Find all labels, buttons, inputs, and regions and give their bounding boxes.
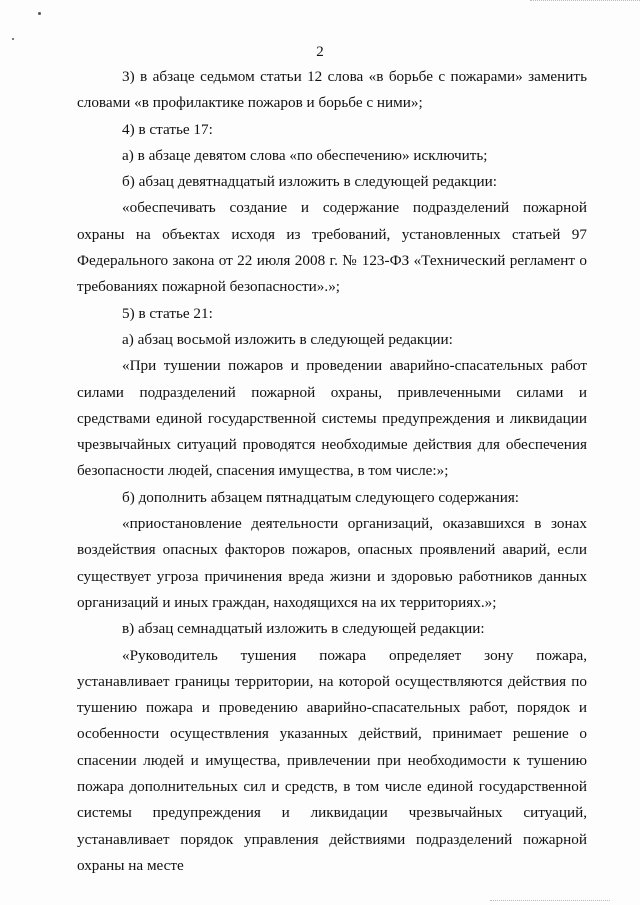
scan-edge-mark (530, 0, 640, 4)
paragraph: в) абзац семнадцатый изложить в следующей редакции: (122, 620, 485, 638)
paragraph: «При тушении пожаров и проведении аварийно-спасательных работ силами подразделений пожарной охраны, привлеченными силами и средствами единой государственной системы предупреждения и ликвидации чрезвычайных ситуаций проводятся необходимые действия для обеспечения безопасности людей, спасения имущества, в том числе:»; (77, 357, 587, 480)
paragraph: «Руководитель тушения пожара определяет зону пожара, устанавливает границы территории, на которой осуществляются действия по тушению пожара и проведению аварийно-спасательных работ, порядок и особенности осуществления указанных действий, принимает решение о спасении людей и имущества, привлечении при необходимости к тушению пожара дополнительных сил и средств, в том числе единой государственной системы предупреждения и ликвидации чрезвычайных ситуаций, устанавливает порядок управления действиями подразделений пожарной охраны на месте (77, 646, 587, 874)
paragraph: «обеспечивать создание и содержание подразделений пожарной охраны на объектах исходя из требований, установленных статьей 97 Федерального закона от 22 июля 2008 г. № 123-ФЗ «Технический регламент о требованиях пожарной безопасности».»; (77, 199, 587, 296)
document-body (77, 64, 587, 879)
page-number: 2 (316, 44, 324, 60)
paragraph: 4) в статье 17: (122, 120, 213, 138)
paragraph: 5) в статье 21: (122, 304, 213, 322)
paragraph: б) дополнить абзацем пятнадцатым следующего содержания: (122, 488, 520, 506)
paragraph: «приостановление деятельности организаций, оказавшихся в зонах воздействия опасных факторов пожаров, опасных проявлений аварий, если существует угроза причинения вреда жизни и здоровью работников данных организаций и иных граждан, находящихся на их территориях.»; (77, 515, 587, 611)
scan-speck (12, 38, 14, 40)
paragraph: а) абзац восьмой изложить в следующей редакции: (122, 330, 453, 348)
scan-speck (38, 12, 41, 15)
scan-edge-mark (490, 898, 610, 901)
paragraph: б) абзац девятнадцатый изложить в следующей редакции: (122, 173, 497, 191)
paragraph: 3) в абзаце седьмом статьи 12 слова «в борьбе с пожарами» заменить словами «в профилактике пожаров и борьбе с ними»; (77, 68, 587, 112)
paragraph: а) в абзаце девятом слова «по обеспечению» исключить; (122, 146, 488, 164)
